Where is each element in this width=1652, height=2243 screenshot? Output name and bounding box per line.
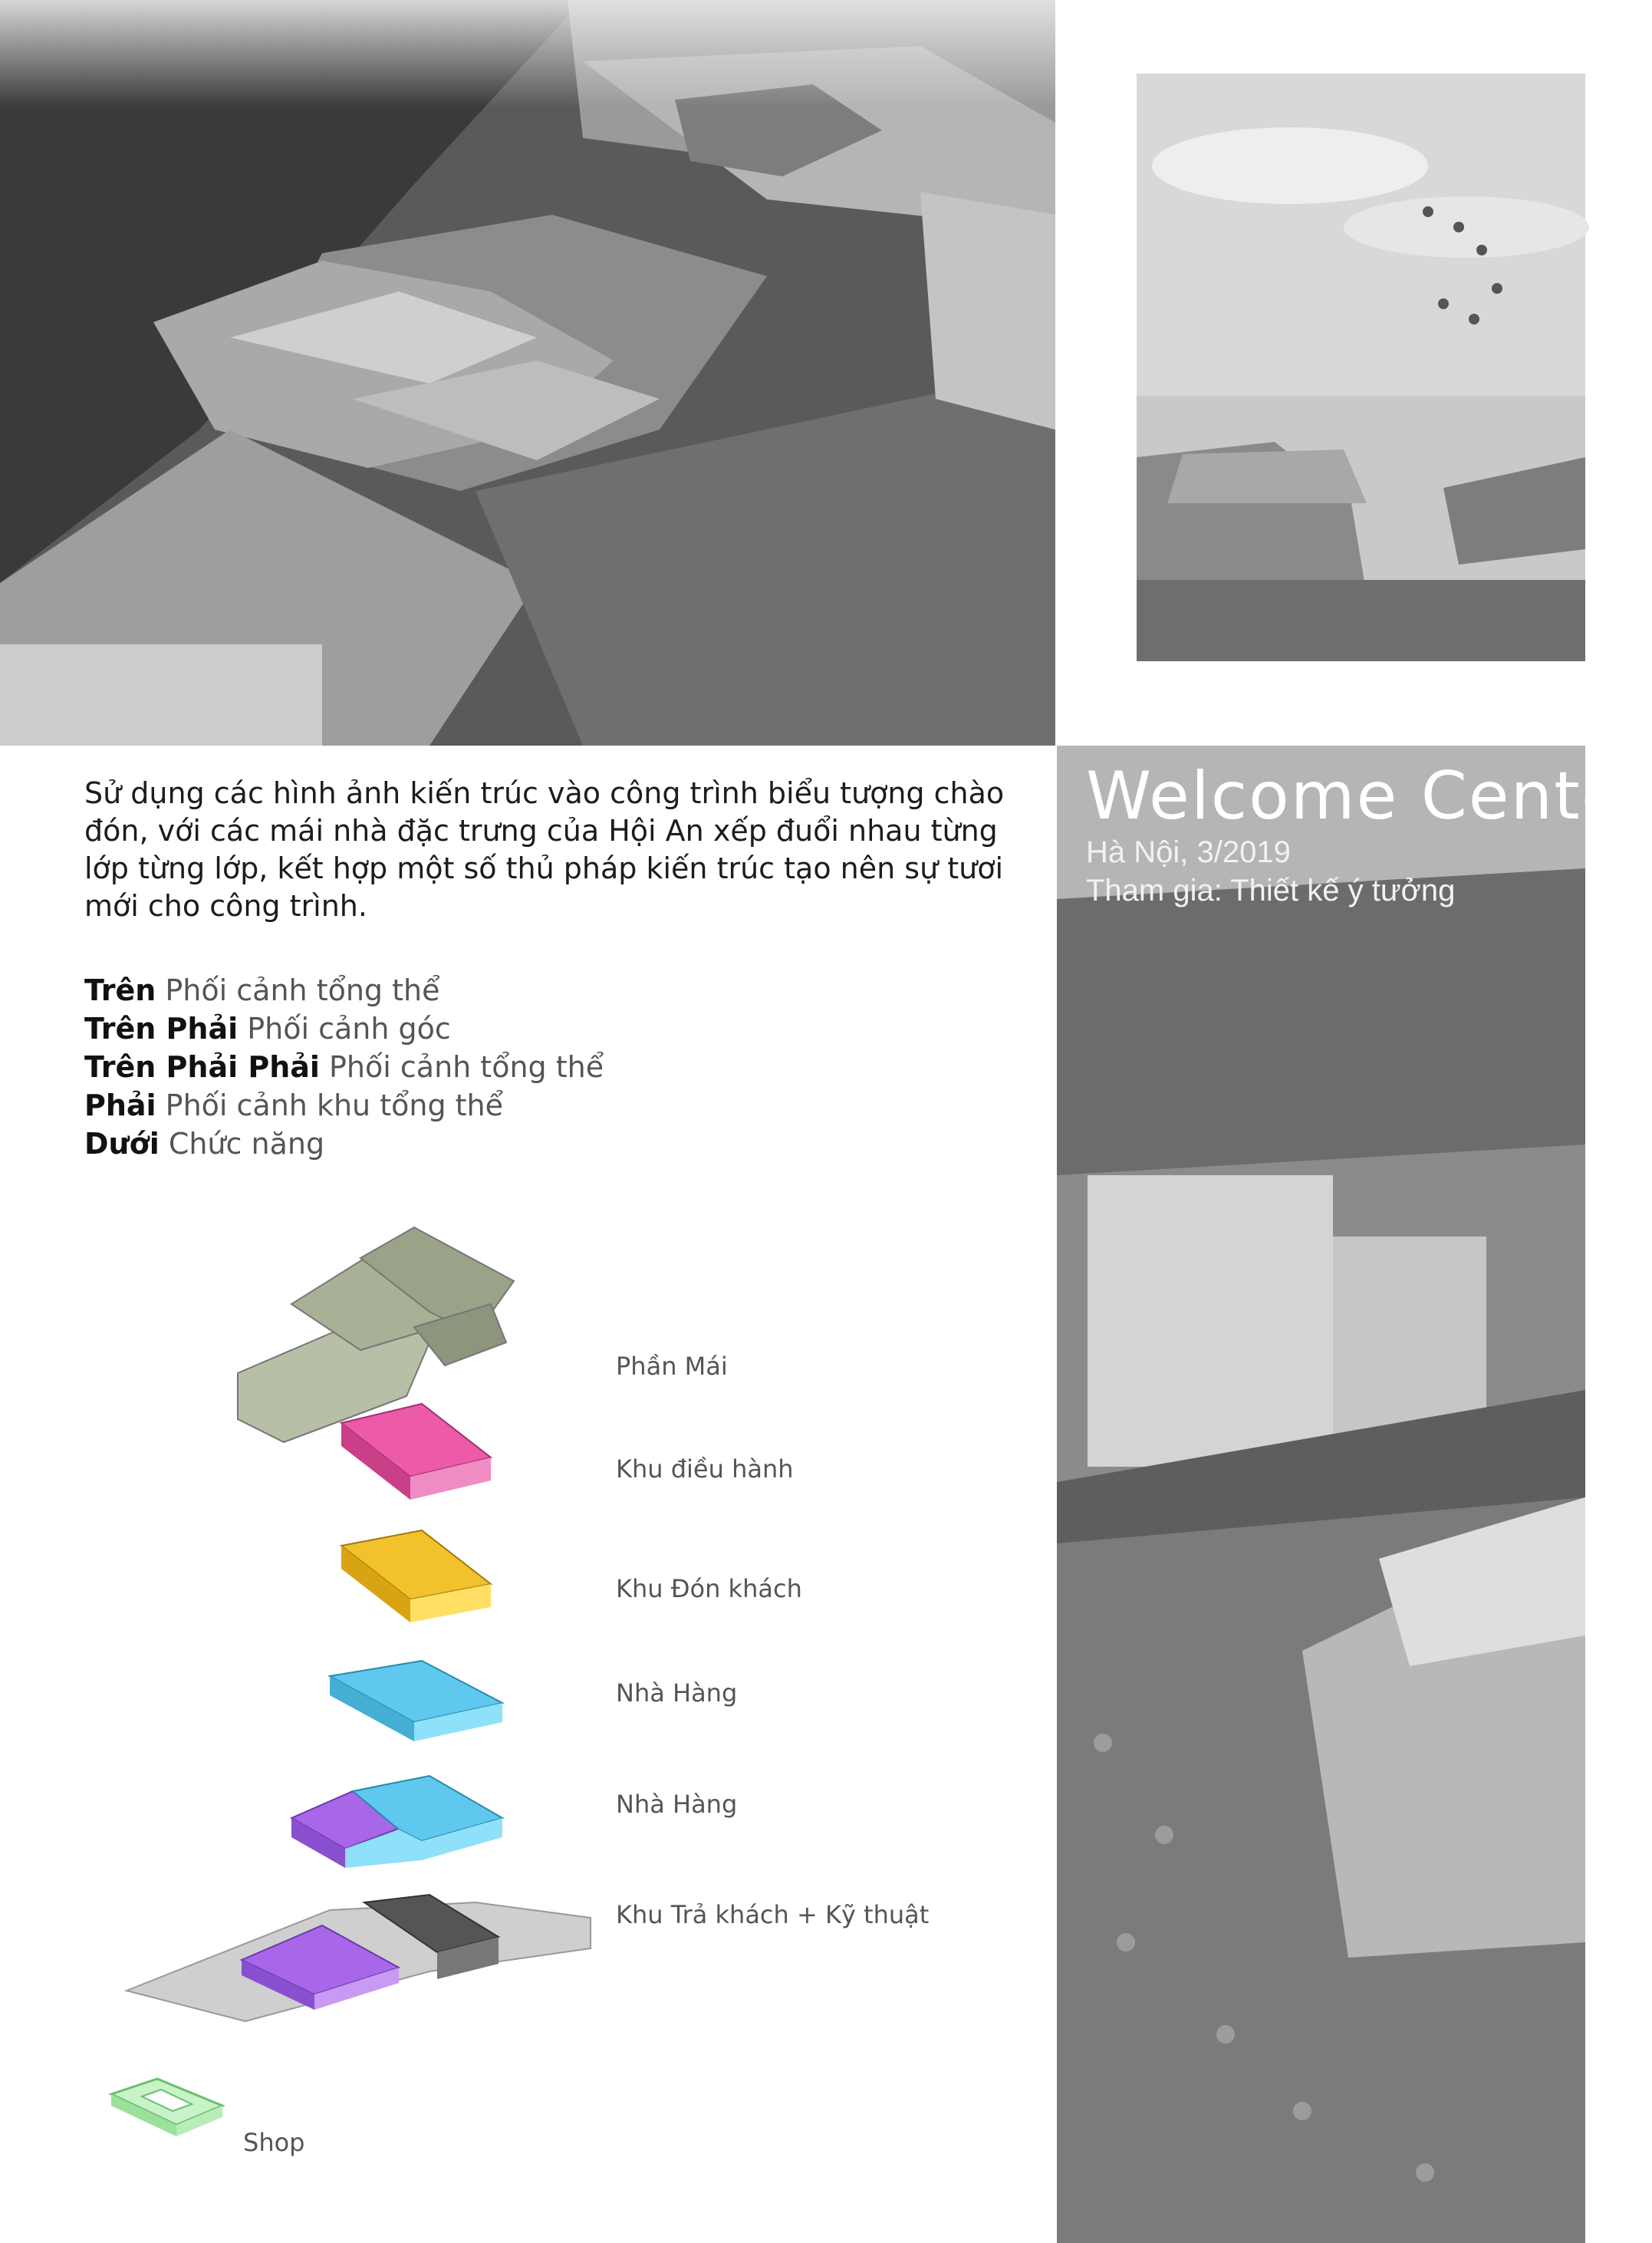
roof-block	[238, 1227, 514, 1442]
caption-key: Phải	[84, 1089, 156, 1122]
shop-label: Shop	[243, 2128, 305, 2157]
roof-label: Phần Mái	[616, 1352, 728, 1381]
caption-key: Trên Phải Phải	[84, 1050, 320, 1084]
caption-text: Phối cảnh góc	[238, 1012, 451, 1046]
dropoff-technical-block	[127, 1895, 591, 2021]
caption-key: Trên Phải	[84, 1012, 239, 1046]
caption-text: Phối cảnh khu tổng thể	[156, 1089, 504, 1122]
caption-item	[84, 1048, 1005, 1086]
location-date: Hà Nội, 3/2019	[1086, 835, 1291, 869]
caption-key: Dưới	[84, 1127, 160, 1161]
caption-text: Phối cảnh tổng thể	[319, 1050, 604, 1084]
restaurant-block-2	[291, 1776, 502, 1868]
restaurant-1-label: Nhà Hàng	[616, 1678, 738, 1708]
caption-item	[84, 1010, 1005, 1048]
aerial-perspective-photo	[0, 0, 1055, 746]
caption-text: Chức năng	[159, 1127, 325, 1161]
caption-text: Phối cảnh tổng thể	[156, 973, 440, 1007]
page-title: Welcome Center	[1086, 758, 1652, 835]
aerial-render	[0, 0, 1055, 746]
admin-block	[341, 1404, 491, 1500]
role-text: Tham gia: Thiết kế ý tưởng	[1086, 874, 1456, 907]
shop-block	[111, 2079, 222, 2136]
site-render	[1057, 746, 1585, 2243]
title-block	[1086, 758, 1652, 910]
reception-label: Khu Đón khách	[616, 1574, 802, 1603]
dropoff-technical-label: Khu Trả khách + Kỹ thuật	[616, 1900, 930, 1929]
corner-render	[1137, 74, 1585, 661]
admin-label: Khu điều hành	[616, 1454, 794, 1484]
exploded-function-diagram	[107, 1212, 951, 2171]
caption-item	[84, 971, 1005, 1010]
caption-item	[84, 1086, 1005, 1125]
restaurant-block-1	[330, 1661, 502, 1741]
caption-item	[84, 1125, 1005, 1163]
corner-perspective-photo	[1137, 74, 1585, 661]
restaurant-2-label: Nhà Hàng	[616, 1790, 738, 1819]
image-captions	[84, 971, 1005, 1163]
reception-block	[341, 1530, 491, 1622]
project-description: Sử dụng các hình ảnh kiến trúc vào công trình biểu tượng chào đón, với các mái nhà đặc trưng của Hội An xếp đuổi nhau từng lớp từng lớp, kết hợp một số thủ pháp kiến trúc tạo nên sự tươi mới cho công trình.	[84, 776, 1005, 923]
caption-key: Trên	[84, 973, 156, 1007]
site-perspective-photo	[1057, 746, 1585, 2243]
